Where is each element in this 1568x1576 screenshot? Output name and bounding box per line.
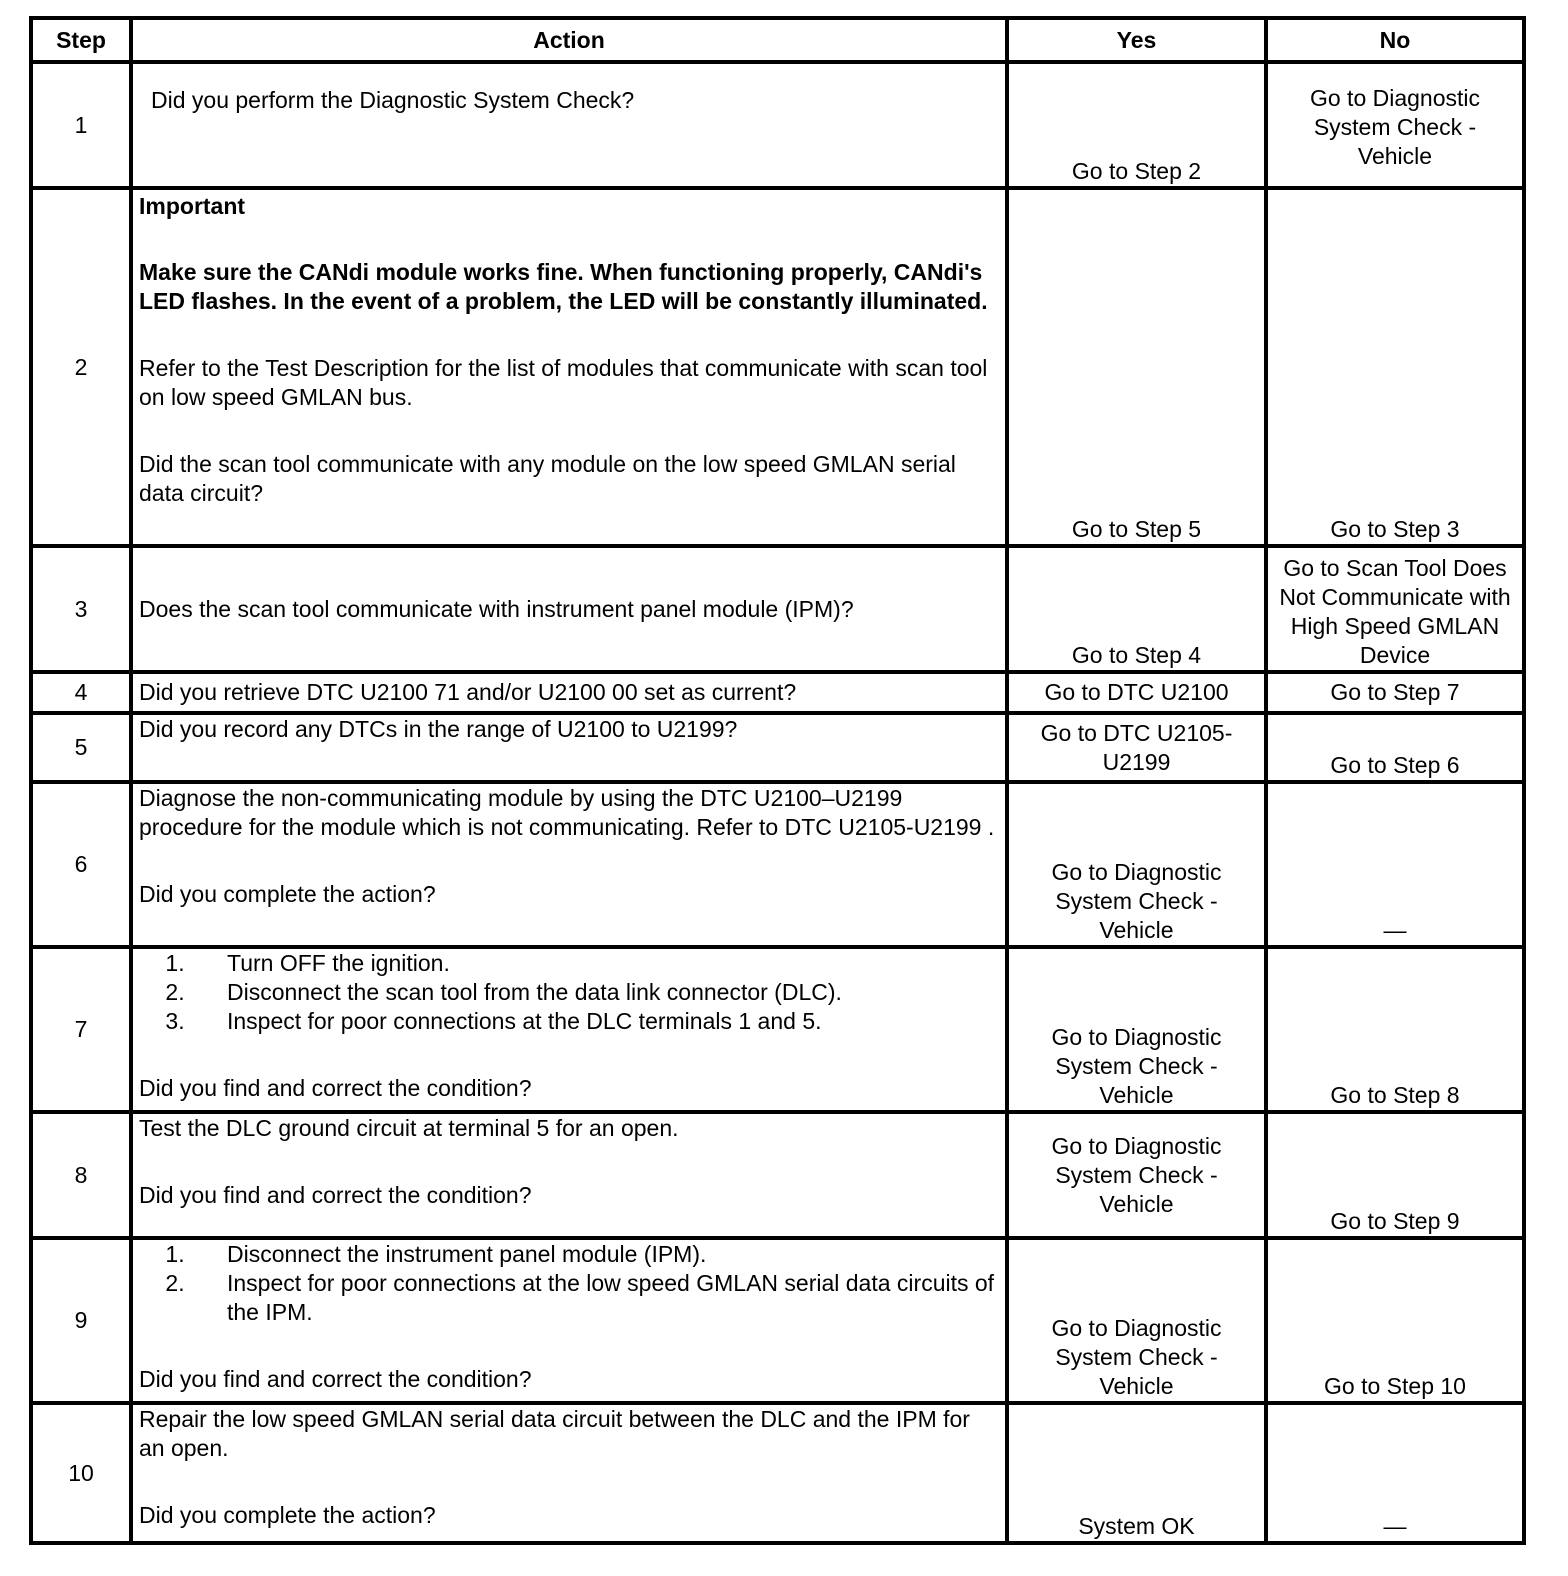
instruction-list [139,1240,999,1327]
yes-cell: Go to Step 2 [1007,62,1266,188]
important-title: Important [139,193,246,219]
no-cell: Go to Step 3 [1266,188,1524,546]
instruction-text: Diagnose the non-communicating module by using the DTC U2100–U2199 procedure for the module which is not communicating. Refer to DTC U2105-U2199 . [139,785,995,840]
yes-cell [1007,947,1266,1112]
yes-cell [1007,713,1266,782]
action-cell [131,947,1007,1112]
list-item: 1. Disconnect the instrument panel module (IPM). [191,1240,999,1269]
question-text: Did you find and correct the condition? [139,1366,532,1392]
no-dash: — [1383,917,1407,943]
list-item: 1. Turn OFF the ignition. [191,949,999,978]
question-text: Did the scan tool communicate with any module on the low speed GMLAN serial data circuit? [139,451,956,506]
instruction-text: Repair the low speed GMLAN serial data circuit between the DLC and the IPM for an open. [139,1406,970,1461]
action-cell [131,782,1007,947]
yes-cell: System OK [1007,1403,1266,1543]
step-number: 4 [31,672,131,713]
yes-cell [1007,1112,1266,1238]
question-text: Did you complete the action? [139,1502,436,1528]
step-number: 7 [31,947,131,1112]
action-cell [131,546,1007,672]
yes-cell: Go to Step 4 [1007,546,1266,672]
action-cell [131,1238,1007,1403]
no-cell: Go to Diagnostic System Check - Vehicle [1266,62,1524,188]
step-number: 1 [31,62,131,188]
instruction-text: Test the DLC ground circuit at terminal 5 for an open. [139,1115,679,1141]
table-row [31,782,1524,947]
no-cell: Go to Scan Tool Does Not Communicate with High Speed GMLAN Device [1266,546,1524,672]
question-text: Did you record any DTCs in the range of U2100 to U2199? [139,716,738,742]
action-cell [131,672,1007,713]
header-step: Step [31,18,131,62]
no-cell: Go to Step 6 [1266,713,1524,782]
table-row [31,62,1524,188]
step-number: 3 [31,546,131,672]
action-cell [131,1403,1007,1543]
no-cell: Go to Step 7 [1266,672,1524,713]
step-number: 6 [31,782,131,947]
yes-text: Go to Diagnostic System Check - Vehicle [1051,859,1222,943]
question-text: Did you retrieve DTC U2100 71 and/or U2100 00 set as current? [139,679,797,705]
no-cell: Go to Step 8 [1266,947,1524,1112]
no-dash: — [1383,1513,1407,1539]
yes-cell: Go to DTC U2100 [1007,672,1266,713]
action-cell [131,1112,1007,1238]
instruction-list [139,949,999,1036]
table-row [31,947,1524,1112]
question-text: Did you find and correct the condition? [139,1182,532,1208]
table-row [31,1112,1524,1238]
important-text: Make sure the CANdi module works fine. When functioning properly, CANdi's LED flashes. In the event of a problem, the LED will be constantly illuminated. [139,259,988,314]
table-row [31,1238,1524,1403]
step-number: 5 [31,713,131,782]
yes-text: Go to Diagnostic System Check - Vehicle [1051,1024,1222,1108]
yes-cell [1007,782,1266,947]
header-yes: Yes [1007,18,1266,62]
step-number: 2 [31,188,131,546]
step-number: 10 [31,1403,131,1543]
action-cell [131,62,1007,188]
yes-cell [1007,1238,1266,1403]
question-text: Did you perform the Diagnostic System Check? [151,87,635,113]
action-cell [131,713,1007,782]
list-item: 2. Inspect for poor connections at the low speed GMLAN serial data circuits of the IPM. [191,1269,999,1327]
table-row [31,188,1524,546]
header-no: No [1266,18,1524,62]
header-action: Action [131,18,1007,62]
table-row [31,672,1524,713]
no-cell [1266,782,1524,947]
question-text: Does the scan tool communicate with instrument panel module (IPM)? [139,595,854,622]
action-cell [131,188,1007,546]
yes-text: Go to Diagnostic System Check - Vehicle [1051,1132,1222,1217]
no-cell [1266,1403,1524,1543]
table-row [31,546,1524,672]
no-cell: Go to Step 10 [1266,1238,1524,1403]
table-row [31,713,1524,782]
no-cell: Go to Step 9 [1266,1112,1524,1238]
table-row [31,1403,1524,1543]
yes-cell: Go to Step 5 [1007,188,1266,546]
list-item: 3. Inspect for poor connections at the DLC terminals 1 and 5. [191,1007,999,1036]
question-text: Did you complete the action? [139,881,436,907]
question-text: Did you find and correct the condition? [139,1075,532,1101]
note-text: Refer to the Test Description for the list of modules that communicate with scan tool on low speed GMLAN bus. [139,355,988,410]
diagnostic-table [29,16,1526,1545]
step-number: 9 [31,1238,131,1403]
yes-text: Go to Diagnostic System Check - Vehicle [1051,1315,1222,1399]
step-number: 8 [31,1112,131,1238]
yes-text: Go to DTC U2105-U2199 [1040,720,1233,775]
list-item: 2. Disconnect the scan tool from the data link connector (DLC). [191,978,999,1007]
header-row [31,18,1524,62]
